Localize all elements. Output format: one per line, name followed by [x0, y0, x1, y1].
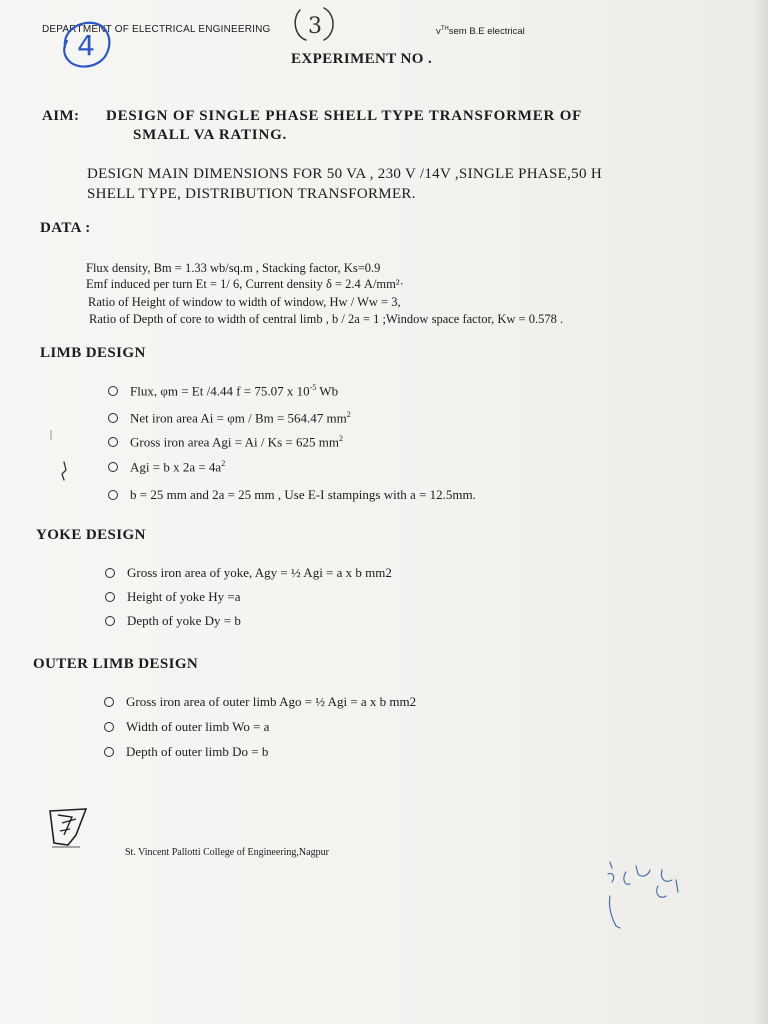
pencil-tick-icon: [58, 460, 70, 482]
page-edge-shadow: [754, 0, 768, 1024]
limb-design-item: [108, 383, 338, 399]
handwritten-circled-page-number-icon: [290, 4, 340, 44]
outer-limb-item-text: Gross iron area of outer limb Ago = ½ Agi = a x b mm2: [126, 694, 417, 709]
limb-design-heading: LIMB DESIGN: [40, 345, 146, 361]
limb-item-superscript: -5: [309, 383, 317, 392]
task-text-line-2: SHELL TYPE, DISTRIBUTION TRANSFORMER.: [87, 186, 416, 202]
bullet-circle-icon: [108, 462, 118, 472]
handwritten-number-4: 4: [77, 29, 95, 62]
yoke-item-text: Depth of yoke Dy = b: [127, 613, 241, 628]
data-line: Ratio of Depth of core to width of central limb , b / 2a = 1 ;Window space factor, Kw = 0.578 .: [89, 312, 564, 326]
handwritten-circled-number-icon: [57, 17, 115, 73]
outer-limb-design-item: [104, 694, 416, 710]
limb-item-text: Net iron area Ai = φm / Bm = 564.47 mm: [130, 410, 347, 426]
handwritten-signature-icon: [602, 856, 692, 940]
outer-limb-design-heading: OUTER LIMB DESIGN: [33, 656, 199, 672]
aim-label: AIM:: [42, 108, 80, 124]
outer-limb-item-text: Depth of outer limb Do = b: [126, 744, 269, 759]
college-name: St. Vincent Pallotti College of Engineering,Nagpur: [125, 847, 329, 858]
data-line: Emf induced per turn Et = 1/ 6, Current density δ = 2.4 A/mm²·: [86, 277, 404, 291]
limb-item-tail: Wb: [316, 383, 339, 399]
bullet-circle-icon: [104, 747, 114, 757]
outer-limb-design-item: [104, 744, 268, 760]
handwritten-number-3: 3: [308, 14, 322, 39]
limb-design-item: [108, 487, 476, 503]
bullet-circle-icon: [105, 568, 115, 578]
aim-text-line-2: SMALL VA RATING.: [133, 127, 288, 143]
yoke-design-heading: YOKE DESIGN: [36, 527, 146, 543]
bullet-circle-icon: [105, 616, 115, 626]
semester-prefix: v: [436, 26, 441, 38]
outer-limb-design-item: [104, 719, 269, 735]
limb-item-superscript: 2: [221, 459, 226, 468]
bullet-circle-icon: [108, 437, 118, 447]
yoke-item-text: Height of yoke Hy =a: [127, 589, 241, 604]
scan-mark-icon: [50, 430, 52, 440]
limb-design-item: [108, 434, 343, 450]
limb-item-text: Flux, φm = Et /4.44 f = 75.07 x 10: [130, 383, 310, 399]
data-heading: DATA :: [40, 220, 91, 236]
data-line: Flux density, Bm = 1.33 wb/sq.m , Stacking factor, Ks=0.9: [86, 261, 381, 275]
semester-label: [436, 26, 525, 37]
department-name: DEPARTMENT OF ELECTRICAL ENGINEERING: [42, 24, 271, 35]
bullet-circle-icon: [108, 490, 118, 500]
outer-limb-item-text: Width of outer limb Wo = a: [126, 719, 270, 734]
yoke-design-item: [105, 589, 240, 605]
aim-text-line-1: DESIGN OF SINGLE PHASE SHELL TYPE TRANSFORMER OF: [106, 108, 583, 124]
bullet-circle-icon: [104, 697, 114, 707]
bullet-circle-icon: [104, 722, 114, 732]
bullet-circle-icon: [108, 413, 118, 423]
data-line: Ratio of Height of window to width of window, Hw / Ww = 3,: [88, 295, 401, 309]
limb-item-superscript: 2: [338, 434, 343, 443]
limb-item-text: Gross iron area Agi = Ai / Ks = 625 mm: [130, 434, 339, 450]
experiment-title: EXPERIMENT NO .: [291, 51, 433, 67]
limb-design-item: [108, 410, 351, 426]
yoke-design-item: [105, 565, 392, 581]
semester-superscript: TH: [440, 26, 449, 32]
limb-design-item: [108, 459, 225, 475]
limb-item-text: Agi = b x 2a = 4a: [130, 459, 222, 475]
yoke-item-text: Gross iron area of yoke, Agy = ½ Agi = a x b mm2: [127, 565, 392, 580]
bullet-circle-icon: [108, 386, 118, 396]
yoke-design-item: [105, 613, 241, 629]
bullet-circle-icon: [105, 592, 115, 602]
college-logo-icon: [46, 805, 94, 853]
limb-item-superscript: 2: [346, 410, 351, 419]
limb-item-text: b = 25 mm and 2a = 25 mm , Use E-I stampings with a = 12.5mm.: [130, 487, 476, 502]
semester-suffix: sem B.E electrical: [448, 26, 525, 38]
task-text-line-1: DESIGN MAIN DIMENSIONS FOR 50 VA , 230 V /14V ,SINGLE PHASE,50 H: [87, 166, 602, 182]
